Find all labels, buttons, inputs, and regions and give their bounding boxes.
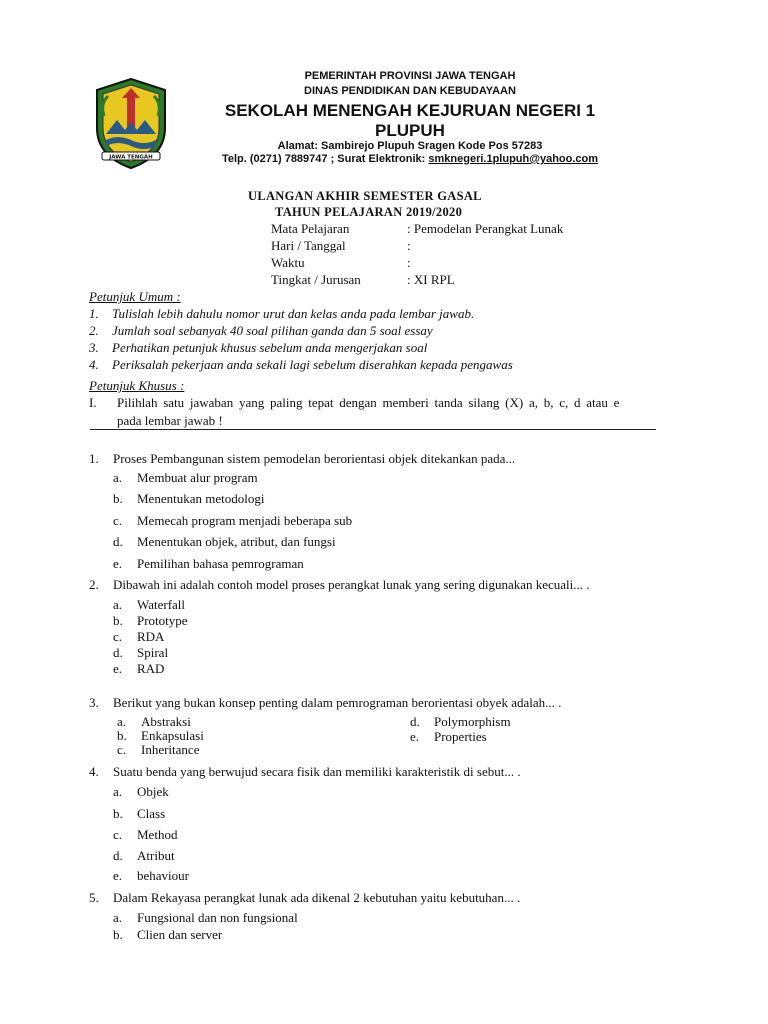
general-instructions-title: Petunjuk Umum : [89, 289, 181, 304]
exam-info-subject: Mata Pelajaran : Pemodelan Perangkat Lunak [271, 221, 564, 236]
general-instruction-item: 3. Perhatikan petunjuk khusus sebelum anda mengerjakan soal [89, 340, 428, 355]
exam-info-class: Tingkat / Jurusan : XI RPL [271, 272, 455, 287]
section-divider [90, 429, 656, 430]
answer-option[interactable]: d. Atribut [113, 848, 175, 863]
answer-option[interactable]: a. Objek [113, 784, 169, 799]
exam-year: TAHUN PELAJARAN 2019/2020 [275, 205, 463, 219]
general-instruction-item: 2. Jumlah soal sebanyak 40 soal pilihan ganda dan 5 soal essay [89, 323, 433, 338]
answer-option[interactable]: c. Method [113, 827, 178, 842]
answer-option[interactable]: a. Fungsional dan non fungsional [113, 910, 298, 925]
question-2: 2. Dibawah ini adalah contoh model proses perangkat lunak yang sering digunakan kecuali... . [89, 577, 590, 592]
answer-option[interactable]: b. Enkapsulasi [117, 728, 204, 743]
contact-phone: Telp. (0271) 7889747 ; Surat Elektronik: [221, 153, 429, 165]
answer-option[interactable]: e. Properties [410, 729, 487, 744]
answer-option[interactable]: b. Clien dan server [113, 927, 223, 942]
exam-info-time: Waktu : [271, 255, 411, 270]
answer-option[interactable]: d. Spiral [113, 645, 169, 660]
logo-ribbon-text: JAWA TENGAH [109, 154, 153, 161]
answer-option[interactable]: d. Polymorphism [410, 714, 511, 729]
school-name-line2: PLUPUH [375, 121, 445, 140]
answer-option[interactable]: b. Prototype [113, 613, 188, 628]
exam-title: ULANGAN AKHIR SEMESTER GASAL [248, 189, 482, 203]
special-instructions-title: Petunjuk Khusus : [89, 378, 185, 393]
answer-option[interactable]: b. Menentukan metodologi [113, 491, 265, 506]
question-1: 1. Proses Pembangunan sistem pemodelan berorientasi objek ditekankan pada... [89, 451, 516, 466]
answer-option[interactable]: b. Class [113, 806, 166, 821]
question-4: 4. Suatu benda yang berwujud secara fisik dan memiliki karakteristik di sebut... . [89, 764, 521, 779]
school-name-line1: SEKOLAH MENENGAH KEJURUAN NEGERI 1 [224, 101, 596, 120]
special-instruction-line2: pada lembar jawab ! [117, 413, 223, 428]
answer-option[interactable]: a. Membuat alur program [113, 470, 258, 485]
contact-email-link[interactable]: smknegeri.1plupuh@yahoo.com [428, 153, 599, 165]
answer-option[interactable]: e. Pemilihan bahasa pemrograman [113, 556, 304, 571]
answer-option[interactable]: c. Inheritance [117, 742, 200, 757]
school-contact [195, 153, 625, 165]
special-instruction-line1: I. Pilihlah satu jawaban yang paling tepat dengan memberi tanda silang (X) a, b, c, d atau e [89, 395, 620, 410]
question-3: 3. Berikut yang bukan konsep penting dalam pemrograman berorientasi obyek adalah... . [89, 695, 562, 710]
general-instruction-item: 4. Periksalah pekerjaan anda sekali lagi sebelum diserahkan kepada pengawas [89, 357, 513, 372]
answer-option[interactable]: a. Waterfall [113, 597, 186, 612]
answer-option[interactable]: a. Abstraksi [117, 714, 191, 729]
answer-option[interactable]: c. RDA [113, 629, 165, 644]
question-5: 5. Dalam Rekayasa perangkat lunak ada dikenal 2 kebutuhan yaitu kebutuhan... . [89, 890, 521, 905]
answer-option[interactable]: c. Memecah program menjadi beberapa sub [113, 513, 353, 528]
province-emblem-logo [92, 76, 170, 172]
answer-option[interactable]: e. RAD [113, 661, 165, 676]
school-address: Alamat: Sambirejo Plupuh Sragen Kode Pos 57283 [277, 140, 543, 152]
answer-option[interactable]: e. behaviour [113, 868, 189, 883]
exam-info-date: Hari / Tanggal : [271, 238, 411, 253]
government-name: PEMERINTAH PROVINSI JAWA TENGAH [304, 70, 516, 82]
answer-option[interactable]: d. Menentukan objek, atribut, dan fungsi [113, 534, 336, 549]
department-name: DINAS PENDIDIKAN DAN KEBUDAYAAN [304, 85, 516, 97]
general-instruction-item: 1. Tulislah lebih dahulu nomor urut dan kelas anda pada lembar jawab. [89, 306, 475, 321]
